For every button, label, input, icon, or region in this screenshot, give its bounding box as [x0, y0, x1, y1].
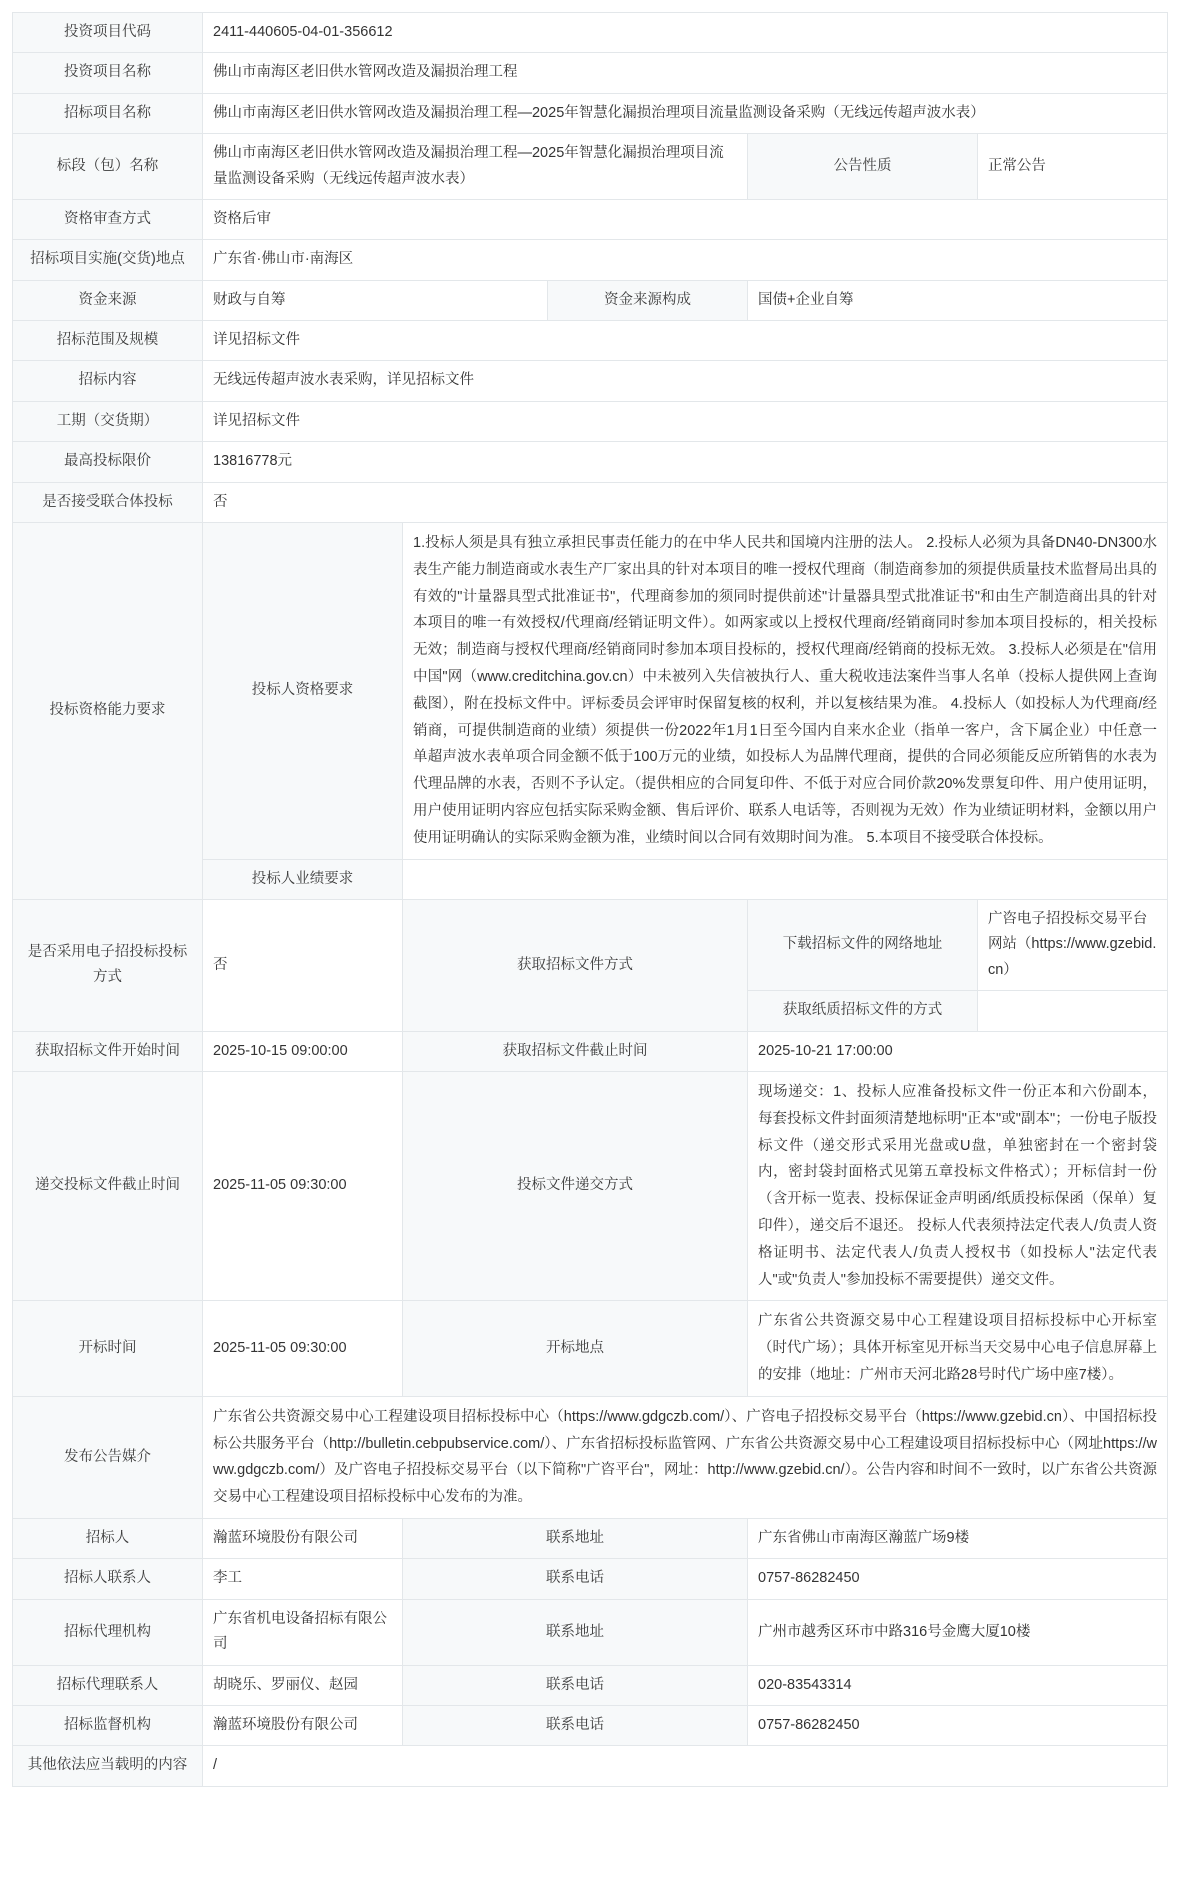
table-row — [13, 1519, 1168, 1559]
value-location: 广东省·佛山市·南海区 — [203, 240, 1168, 280]
label-funding-source: 资金来源 — [13, 280, 203, 320]
table-row — [13, 280, 1168, 320]
label-agency-phone: 联系电话 — [403, 1665, 748, 1705]
table-row — [13, 1705, 1168, 1745]
table-row — [13, 240, 1168, 280]
label-get-end: 获取招标文件截止时间 — [403, 1031, 748, 1071]
label-section-name: 标段（包）名称 — [13, 134, 203, 200]
label-qualification-review: 资格审查方式 — [13, 199, 203, 239]
value-project-code: 2411-440605-04-01-356612 — [203, 13, 1168, 53]
submit-way-text: 现场递交：1、投标人应准备投标文件一份正本和六份副本，每套投标文件封面须清楚地标明"正本"或"副本"；一份电子版投标文件（递交形式采用光盘或U盘，单独密封在一个密封袋内，密封袋封面格式见第五章投标文件格式）；开标信封一份（含开标一览表、投标保证金声明函/纸质投标保函（保单）复印件），递交后不退还。 投标人代表须持法定代表人/负责人资格证明书、法定代表人/负责人授权书（如投标人"法定代表人"或"负责人"参加投标不需要提供）递交文件。 — [758, 1083, 1157, 1288]
label-open-time: 开标时间 — [13, 1301, 203, 1396]
label-tenderer: 招标人 — [13, 1519, 203, 1559]
label-agency-contact: 招标代理联系人 — [13, 1665, 203, 1705]
label-notice-nature: 公告性质 — [748, 134, 978, 200]
label-joint-bid: 是否接受联合体投标 — [13, 482, 203, 522]
value-tenderer: 瀚蓝环境股份有限公司 — [203, 1519, 403, 1559]
value-content: 无线远传超声波水表采购，详见招标文件 — [203, 361, 1168, 401]
label-tenderer-address: 联系地址 — [403, 1519, 748, 1559]
value-joint-bid: 否 — [203, 482, 1168, 522]
label-bidder-performance: 投标人业绩要求 — [203, 859, 403, 899]
value-funding-composition: 国债+企业自筹 — [748, 280, 1168, 320]
label-tenderer-contact: 招标人联系人 — [13, 1559, 203, 1599]
value-duration: 详见招标文件 — [203, 401, 1168, 441]
value-tenderer-contact: 李工 — [203, 1559, 403, 1599]
table-row — [13, 482, 1168, 522]
table-row — [13, 1559, 1168, 1599]
value-agency-address: 广州市越秀区环市中路316号金鹰大厦10楼 — [748, 1599, 1168, 1665]
value-open-place — [748, 1301, 1168, 1396]
value-submit-way — [748, 1071, 1168, 1301]
label-location: 招标项目实施(交货)地点 — [13, 240, 203, 280]
value-paper-doc — [977, 991, 1167, 1031]
value-open-time: 2025-11-05 09:30:00 — [203, 1301, 403, 1396]
table-row — [13, 1071, 1168, 1301]
value-bid-project-name: 佛山市南海区老旧供水管网改造及漏损治理工程—2025年智慧化漏损治理项目流量监测设备采购（无线远传超声波水表） — [203, 93, 1168, 133]
table-row — [13, 93, 1168, 133]
value-get-start: 2025-10-15 09:00:00 — [203, 1031, 403, 1071]
label-open-place: 开标地点 — [403, 1301, 748, 1396]
open-place-text: 广东省公共资源交易中心工程建设项目招标投标中心开标室（时代广场）；具体开标室见开标当天交易中心电子信息屏幕上的安排（地址：广州市天河北路28号时代广场中座7楼）。 — [758, 1313, 1157, 1383]
label-scope: 招标范围及规模 — [13, 321, 203, 361]
label-paper-doc: 获取纸质招标文件的方式 — [748, 991, 978, 1031]
bid-announcement-table — [12, 12, 1168, 1787]
table-row — [13, 900, 1168, 991]
table-row — [13, 1665, 1168, 1705]
label-other: 其他依法应当载明的内容 — [13, 1746, 203, 1786]
table-row — [13, 199, 1168, 239]
label-project-code: 投资项目代码 — [13, 13, 203, 53]
table-row — [13, 321, 1168, 361]
value-agency-contact: 胡晓乐、罗丽仪、赵园 — [203, 1665, 403, 1705]
value-funding-source: 财政与自筹 — [203, 280, 548, 320]
label-bid-project-name: 招标项目名称 — [13, 93, 203, 133]
table-row — [13, 134, 1168, 200]
label-e-bid: 是否采用电子招投标投标方式 — [13, 900, 203, 1032]
label-qualification-ability: 投标资格能力要求 — [13, 522, 203, 899]
value-scope: 详见招标文件 — [203, 321, 1168, 361]
table-row — [13, 53, 1168, 93]
value-project-name: 佛山市南海区老旧供水管网改造及漏损治理工程 — [203, 53, 1168, 93]
label-get-doc-way: 获取招标文件方式 — [403, 900, 748, 1032]
label-media: 发布公告媒介 — [13, 1396, 203, 1518]
value-max-price: 13816778元 — [203, 442, 1168, 482]
label-get-start: 获取招标文件开始时间 — [13, 1031, 203, 1071]
media-text: 广东省公共资源交易中心工程建设项目招标投标中心（https://www.gdgczb.com/）、广咨电子招投标交易平台（https://www.gzebid.cn）、中国招标投标公共服务平台（http://bulletin.cebpubservice.com/）、广东省招标投标监管网、广东省公共资源交易中心工程建设项目招标投标中心（网址https://www.gdgczb.com/）及广咨电子招投标交易平台（以下简称"广咨平台"，网址：http://www.gzebid.cn/）。公告内容和时间不一致时，以广东省公共资源交易中心工程建设项目招标投标中心发布的为准。 — [213, 1408, 1157, 1506]
label-funding-composition: 资金来源构成 — [548, 280, 748, 320]
label-content: 招标内容 — [13, 361, 203, 401]
value-submit-deadline: 2025-11-05 09:30:00 — [203, 1071, 403, 1301]
value-agency-phone: 020-83543314 — [748, 1665, 1168, 1705]
label-tenderer-phone: 联系电话 — [403, 1559, 748, 1599]
value-qualification-review: 资格后审 — [203, 199, 1168, 239]
label-submit-way: 投标文件递交方式 — [403, 1071, 748, 1301]
value-supervisor-phone: 0757-86282450 — [748, 1705, 1168, 1745]
label-supervisor: 招标监督机构 — [13, 1705, 203, 1745]
value-notice-nature: 正常公告 — [977, 134, 1167, 200]
table-row — [13, 361, 1168, 401]
value-bidder-qualification — [403, 522, 1168, 859]
table-row — [13, 1746, 1168, 1786]
label-duration: 工期（交货期） — [13, 401, 203, 441]
label-bidder-qualification: 投标人资格要求 — [203, 522, 403, 859]
label-agency: 招标代理机构 — [13, 1599, 203, 1665]
table-row — [13, 1301, 1168, 1396]
value-download-url: 广咨电子招投标交易平台网站（https://www.gzebid.cn） — [977, 900, 1167, 991]
table-row — [13, 1396, 1168, 1518]
value-other: / — [203, 1746, 1168, 1786]
value-get-end: 2025-10-21 17:00:00 — [748, 1031, 1168, 1071]
value-tenderer-address: 广东省佛山市南海区瀚蓝广场9楼 — [748, 1519, 1168, 1559]
label-max-price: 最高投标限价 — [13, 442, 203, 482]
table-row — [13, 13, 1168, 53]
label-agency-address: 联系地址 — [403, 1599, 748, 1665]
bidder-qualification-text: 1.投标人须是具有独立承担民事责任能力的在中华人民共和国境内注册的法人。 2.投标人必须为具备DN40-DN300水表生产能力制造商或水表生产厂家出具的针对本项目的唯一授权代理商（制造商参加的须提供质量技术监督局出具的有效的"计量器具型式批准证书"，代理商参加的须同时提供前述"计量器具型式批准证书"和由生产制造商出具的针对本项目的唯一有效授权/代理商/经销证明文件）。如两家或以上授权代理商/经销商同时参加本项目投标的，相关投标无效；制造商与授权代理商/经销商同时参加本项目投标的，授权代理商/经销商的投标无效。 3.投标人必须是在"信用中国"网（www.creditchina.gov.cn）中未被列入失信被执行人、重大税收违法案件当事人名单（投标人提供网上查询截图），附在投标文件中。评标委员会评审时保留复核的权利，并以复核结果为准。 4.投标人（如投标人为代理商/经销商，可提供制造商的业绩）须提供一份2022年1月1日至今国内自来水企业（指单一客户，含下属企业）中任意一单超声波水表单项合同金额不低于100万元的业绩，如投标人为品牌代理商，提供的合同必须能反应所销售的水表为代理品牌的水表，否则不予认定。（提供相应的合同复印件、不低于对应合同价款20%发票复印件、用户使用证明，用户使用证明内容应包括实际采购金额、售后评价、联系人电话等，否则视为无效）作为业绩证明材料，金额以用户使用证明确认的实际采购金额为准，业绩时间以合同有效期时间为准。 5.本项目不接受联合体投标。 — [413, 534, 1157, 846]
value-supervisor: 瀚蓝环境股份有限公司 — [203, 1705, 403, 1745]
label-supervisor-phone: 联系电话 — [403, 1705, 748, 1745]
value-media — [203, 1396, 1168, 1518]
table-row — [13, 442, 1168, 482]
value-agency: 广东省机电设备招标有限公司 — [203, 1599, 403, 1665]
table-row — [13, 401, 1168, 441]
value-section-name: 佛山市南海区老旧供水管网改造及漏损治理工程—2025年智慧化漏损治理项目流量监测设备采购（无线远传超声波水表） — [203, 134, 748, 200]
value-bidder-performance — [403, 859, 1168, 899]
value-e-bid: 否 — [203, 900, 403, 1032]
table-row — [13, 1031, 1168, 1071]
table-row — [13, 522, 1168, 859]
label-submit-deadline: 递交投标文件截止时间 — [13, 1071, 203, 1301]
table-row — [13, 1599, 1168, 1665]
label-download-url: 下载招标文件的网络地址 — [748, 900, 978, 991]
label-project-name: 投资项目名称 — [13, 53, 203, 93]
value-tenderer-phone: 0757-86282450 — [748, 1559, 1168, 1599]
